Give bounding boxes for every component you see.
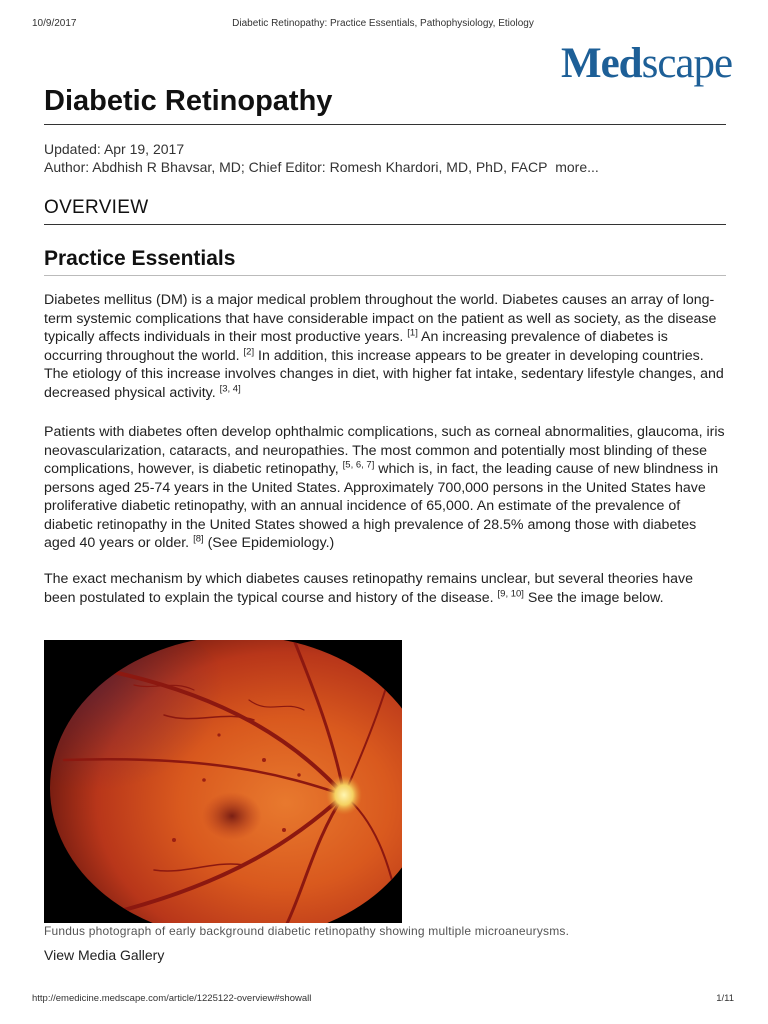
paragraph-1-text-c: In addition, this increase appears to be greater in developing countries. The etiology of this increase involves changes in diet, with higher fat intake, sedentary lifestyle changes, and decreased physical activity. xyxy=(44,347,724,401)
paragraph-1 xyxy=(44,291,728,402)
section-divider xyxy=(44,275,726,276)
paragraph-2-text-b: which is, in fact, the leading cause of new blindness in persons aged 25-74 years in the United States. Approximately 700,000 persons in the United States have proliferative diabetic retinopathy, with an annual incidence of 65,000. An estimate of the prevalence of diabetic retinopathy in the United States showed a high prevalence of 28.5% among those with diabetes aged 40 years or older. xyxy=(44,461,719,551)
section-title: Practice Essentials xyxy=(44,247,236,270)
print-footer xyxy=(32,993,734,1007)
paragraph-1-text-b: An increasing prevalence of diabetes is occurring throughout the world. xyxy=(44,329,668,364)
page-number: 1/11 xyxy=(716,993,734,1004)
paragraph-3 xyxy=(44,570,728,607)
citation-2[interactable]: [2] xyxy=(243,345,255,357)
paragraph-3-text-a: The exact mechanism by which diabetes causes retinopathy remains unclear, but several theories have been postulated to explain the typical course and history of the disease. xyxy=(44,571,694,606)
figure-caption: Fundus photograph of early background diabetic retinopathy showing multiple microaneurysms. xyxy=(44,924,570,938)
print-document-title: Diabetic Retinopathy: Practice Essentials, Pathophysiology, Etiology xyxy=(232,18,534,29)
page-title: Diabetic Retinopathy xyxy=(44,85,333,117)
paragraph-2-text-a: Patients with diabetes often develop ophthalmic complications, such as corneal abnormalities, glaucoma, iris neovascularization, cataracts, and neuropathies. The most common and potentially most blinding of these complications, however, is diabetic retinopathy, xyxy=(44,424,725,477)
fundus-photograph[interactable] xyxy=(44,640,402,923)
overview-divider xyxy=(44,224,726,225)
print-date: 10/9/2017 xyxy=(32,18,77,29)
paragraph-3-text-b: See the image below. xyxy=(523,589,664,606)
logo-part-med: Med xyxy=(561,40,642,87)
citation-8[interactable]: [8] xyxy=(193,533,204,545)
overview-heading: OVERVIEW xyxy=(44,197,149,218)
view-media-gallery-link[interactable]: View Media Gallery xyxy=(44,947,165,963)
logo-part-scape: scape xyxy=(641,40,733,87)
paragraph-2-text-c: (See Epidemiology.) xyxy=(203,535,335,551)
author-text: Author: Abdhish R Bhavsar, MD; Chief Editor: Romesh Khardori, MD, PhD, FACP xyxy=(44,159,548,175)
citation-5-6-7[interactable]: [5, 6, 7] xyxy=(342,459,375,471)
fundus-image xyxy=(44,640,402,923)
paragraph-2 xyxy=(44,423,728,553)
updated-date: Updated: Apr 19, 2017 xyxy=(44,141,185,157)
medscape-logo[interactable] xyxy=(561,40,732,88)
citation-9-10[interactable]: [9, 10] xyxy=(497,587,524,599)
more-authors-link[interactable]: more... xyxy=(555,159,599,175)
print-url: http://emedicine.medscape.com/article/1225122-overview#showall xyxy=(32,993,312,1004)
print-header xyxy=(32,18,734,32)
citation-1[interactable]: [1] xyxy=(407,327,418,339)
citation-3-4[interactable]: [3, 4] xyxy=(219,382,241,394)
title-divider xyxy=(44,124,726,125)
author-line xyxy=(44,158,599,176)
paragraph-1-text-a: Diabetes mellitus (DM) is a major medical problem throughout the world. Diabetes causes an array of long-term systemic complications that have considerable impact on the patient as well as society, as the disease typically affects individuals in their most productive years. xyxy=(44,292,717,345)
